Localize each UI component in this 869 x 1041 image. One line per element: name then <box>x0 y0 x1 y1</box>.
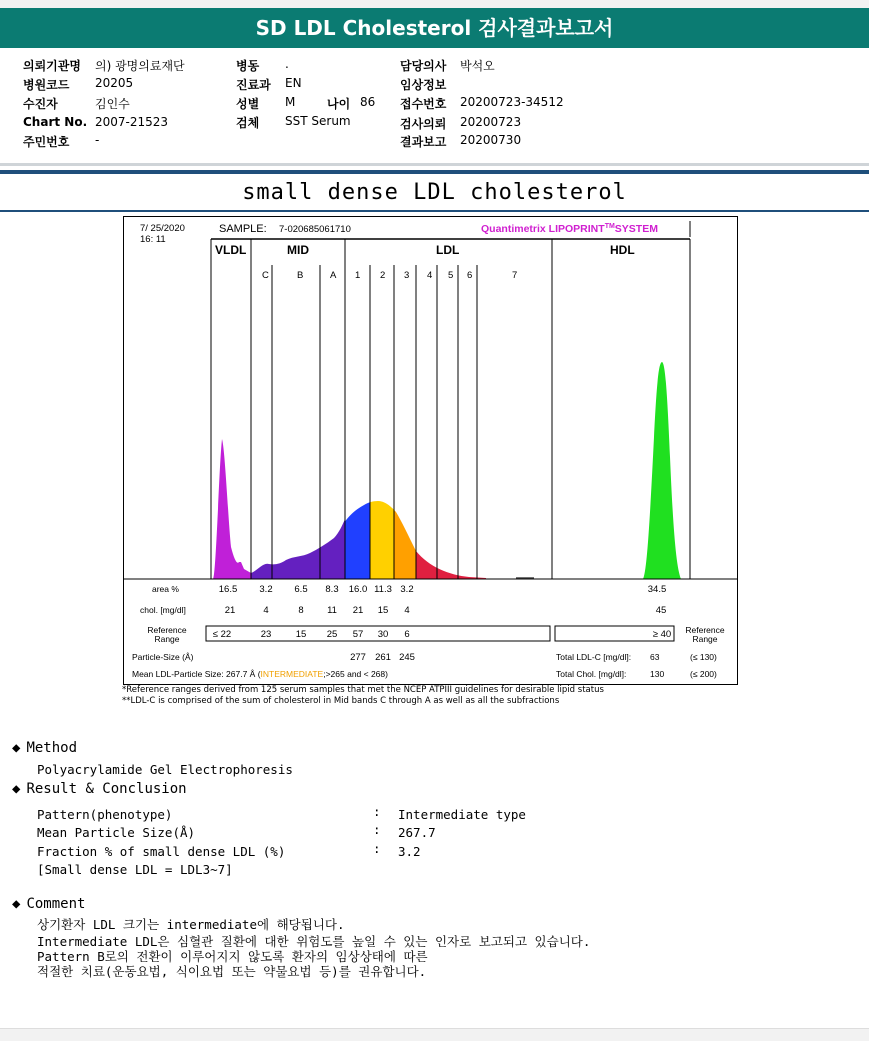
ref-ldl3: 6 <box>404 629 410 640</box>
total-chol-ref: (≤ 200) <box>690 669 717 679</box>
top-strip <box>0 0 869 8</box>
result-heading <box>12 781 187 797</box>
hospital-code-value: 20205 <box>95 76 134 90</box>
group-vldl: VLDL <box>215 243 247 257</box>
subtitle-underline <box>0 210 869 212</box>
band-ldl7: 7 <box>512 270 518 281</box>
sex-value: M <box>285 95 296 109</box>
band-ldl6: 6 <box>467 270 473 281</box>
age-value: 86 <box>360 95 376 109</box>
particle-ldl2: 261 <box>375 652 391 663</box>
area-ldl1: 16.0 <box>348 584 368 595</box>
sex-label: 성별 <box>236 97 260 111</box>
patient-info-block <box>0 50 869 162</box>
hospital-code-label: 병원코드 <box>23 78 70 92</box>
mean-ldl-label: Mean LDL-Particle Size: <box>132 669 224 679</box>
ref-vldl: ≤ 22 <box>212 629 232 640</box>
dept-value: EN <box>285 76 302 90</box>
doctor-label: 담당의사 <box>400 59 447 73</box>
method-heading-text: Method <box>26 740 78 756</box>
mid-bands-area <box>241 517 346 579</box>
area-c: 3.2 <box>259 584 273 595</box>
result-heading-text: Result & Conclusion <box>26 781 187 797</box>
ref-ldl2: 30 <box>377 629 389 640</box>
specimen-label: 검체 <box>236 116 260 130</box>
area-hdl: 34.5 <box>647 584 667 595</box>
lipoprint-chart <box>123 216 738 685</box>
result-label-size: Mean Particle Size(Å) <box>37 825 196 840</box>
institution-value: 의) 광명의료재단 <box>95 59 185 73</box>
total-chol-label: Total Chol. [mg/dl]: <box>556 669 627 679</box>
band-ldl4: 4 <box>427 270 433 281</box>
report-date-label: 결과보고 <box>400 135 447 149</box>
chol-a: 11 <box>327 605 337 616</box>
accession-label: 접수번호 <box>400 97 447 111</box>
divider <box>0 163 869 166</box>
ref-label-left-1: Reference <box>147 625 187 635</box>
group-mid: MID <box>287 243 309 257</box>
method-heading <box>12 740 77 756</box>
ref-b: 15 <box>295 629 307 640</box>
clinical-label: 임상정보 <box>400 78 447 92</box>
ref-ldl1: 57 <box>352 629 364 640</box>
comment-heading-text: Comment <box>26 896 86 912</box>
total-ldl-value: 63 <box>650 652 660 662</box>
result-value-size: 267.7 <box>398 825 436 840</box>
band-ldl5: 5 <box>448 270 454 281</box>
footnote-2: **LDL-C is comprised of the sum of cholesterol in Mid bands C through A as well as all the subfractions <box>122 696 560 706</box>
ref-a: 25 <box>326 629 338 640</box>
mean-ldl-type: INTERMEDIATE <box>260 669 324 679</box>
method-text: Polyacrylamide Gel Electrophoresis <box>37 762 293 777</box>
accession-value: 20200723-34512 <box>460 95 564 109</box>
group-hdl: HDL <box>610 243 635 257</box>
mean-ldl-range: >265 and < 268) <box>325 669 388 679</box>
chol-row-label: chol. [mg/dl] <box>140 605 186 615</box>
comment-line-3: Pattern B로의 전환이 이루어지지 않도록 환자의 임상상태에 따른 <box>37 949 428 964</box>
area-vldl: 16.5 <box>218 584 238 595</box>
particle-ldl1: 277 <box>350 652 366 663</box>
bottom-strip <box>0 1028 869 1041</box>
hdl-peak <box>643 362 681 579</box>
band-b: B <box>297 270 304 281</box>
result-value-pattern: Intermediate type <box>398 807 526 822</box>
band-ldl2: 2 <box>380 270 386 281</box>
diamond-bullet-icon: ◆ <box>12 781 21 797</box>
particle-ldl3: 245 <box>399 652 415 663</box>
chart-no-value: 2007-21523 <box>95 115 169 129</box>
area-a: 8.3 <box>325 584 339 595</box>
ref-c: 23 <box>260 629 272 640</box>
report-date-value: 20200730 <box>460 133 522 147</box>
request-value: 20200723 <box>460 115 522 129</box>
rrn-label: 주민번호 <box>23 135 70 149</box>
band-c: C <box>262 270 269 281</box>
band-ldl1: 1 <box>355 270 361 281</box>
chol-ldl2: 15 <box>377 605 389 616</box>
ward-label: 병동 <box>236 59 260 73</box>
colon-3: : <box>373 841 381 856</box>
colon-1: : <box>373 804 381 819</box>
result-value-fraction: 3.2 <box>398 844 421 859</box>
result-label-pattern: Pattern(phenotype) <box>37 807 173 822</box>
patient-value: 김인수 <box>95 97 130 111</box>
chart-time: 16: 11 <box>140 234 166 245</box>
total-ldl-label: Total LDL-C [mg/dl]: <box>556 652 632 662</box>
band-a: A <box>330 270 337 281</box>
rrn-value: - <box>95 133 100 147</box>
report-header-title: SD LDL Cholesterol 검사결과보고서 <box>0 8 869 48</box>
chol-b: 8 <box>298 605 304 616</box>
area-b: 6.5 <box>294 584 308 595</box>
band-dividers <box>211 239 690 579</box>
brand-name <box>481 223 658 235</box>
ref-hdl: ≥ 40 <box>652 629 672 640</box>
ref-label-right-2: Range <box>692 634 718 644</box>
sample-label: SAMPLE: <box>219 223 267 235</box>
comment-heading <box>12 896 85 912</box>
chol-ldl3: 4 <box>404 605 410 616</box>
area-ldl2: 11.3 <box>374 584 392 595</box>
mean-ldl-value: 267.7 Å <box>226 669 256 679</box>
band-ldl3: 3 <box>404 270 410 281</box>
institution-label: 의뢰기관명 <box>23 59 81 73</box>
chart-no-label: Chart No. <box>23 115 88 129</box>
group-ldl: LDL <box>436 243 460 257</box>
lipoprint-svg <box>124 217 737 684</box>
age-label: 나이 <box>327 97 351 111</box>
divider-blue <box>0 170 869 174</box>
brand-suffix: SYSTEM <box>614 223 658 235</box>
total-chol-value: 130 <box>650 669 665 679</box>
ref-label-left-2: Range <box>154 634 180 644</box>
patient-label: 수진자 <box>23 97 58 111</box>
chol-c: 4 <box>263 605 269 616</box>
area-row-label: area % <box>152 584 179 594</box>
mean-ldl-line: Mean LDL-Particle Size: 267.7 Å (INTERMEDIATE;>265 and < 268) <box>132 669 388 679</box>
comment-line-2: Intermediate LDL은 심혈관 질환에 대한 위험도를 높일 수 있는 인자로 보고되고 있습니다. <box>37 934 591 949</box>
ref-label-right-1: Reference <box>685 625 725 635</box>
chol-ldl1: 21 <box>352 605 364 616</box>
diamond-bullet-icon: ◆ <box>12 740 21 756</box>
particle-size-label: Particle-Size (Å) <box>132 652 194 662</box>
dept-label: 진료과 <box>236 78 271 92</box>
diamond-bullet-icon: ◆ <box>12 896 21 912</box>
result-label-fraction: Fraction % of small dense LDL (%) <box>37 844 286 859</box>
brand-tm: TM <box>604 223 615 230</box>
chol-hdl: 45 <box>655 605 667 616</box>
comment-line-1: 상기환자 LDL 크기는 intermediate에 해당됩니다. <box>37 917 345 932</box>
sample-id: 7-020685061710 <box>279 224 351 235</box>
comment-line-4: 적절한 치료(운동요법, 식이요법 또는 약물요법 등)를 권유합니다. <box>37 964 427 979</box>
chol-vldl: 21 <box>224 605 236 616</box>
colon-2: : <box>373 822 381 837</box>
chart-date: 7/ 25/2020 <box>140 223 185 234</box>
result-note: [Small dense LDL = LDL3~7] <box>37 862 233 877</box>
report-subtitle: small dense LDL cholesterol <box>242 180 627 205</box>
specimen-value: SST Serum <box>285 114 351 128</box>
total-ldl-ref: (≤ 130) <box>690 652 717 662</box>
vldl-peak <box>211 439 251 579</box>
area-ldl3: 3.2 <box>400 584 414 595</box>
doctor-value: 박석오 <box>460 59 495 73</box>
footnote-1: *Reference ranges derived from 125 serum samples that met the NCEP ATPIII guidelines for desirable lipid status <box>122 685 604 695</box>
ward-value: . <box>285 57 289 71</box>
request-label: 검사의뢰 <box>400 117 447 131</box>
brand-main: Quantimetrix LIPOPRINT <box>481 223 605 235</box>
